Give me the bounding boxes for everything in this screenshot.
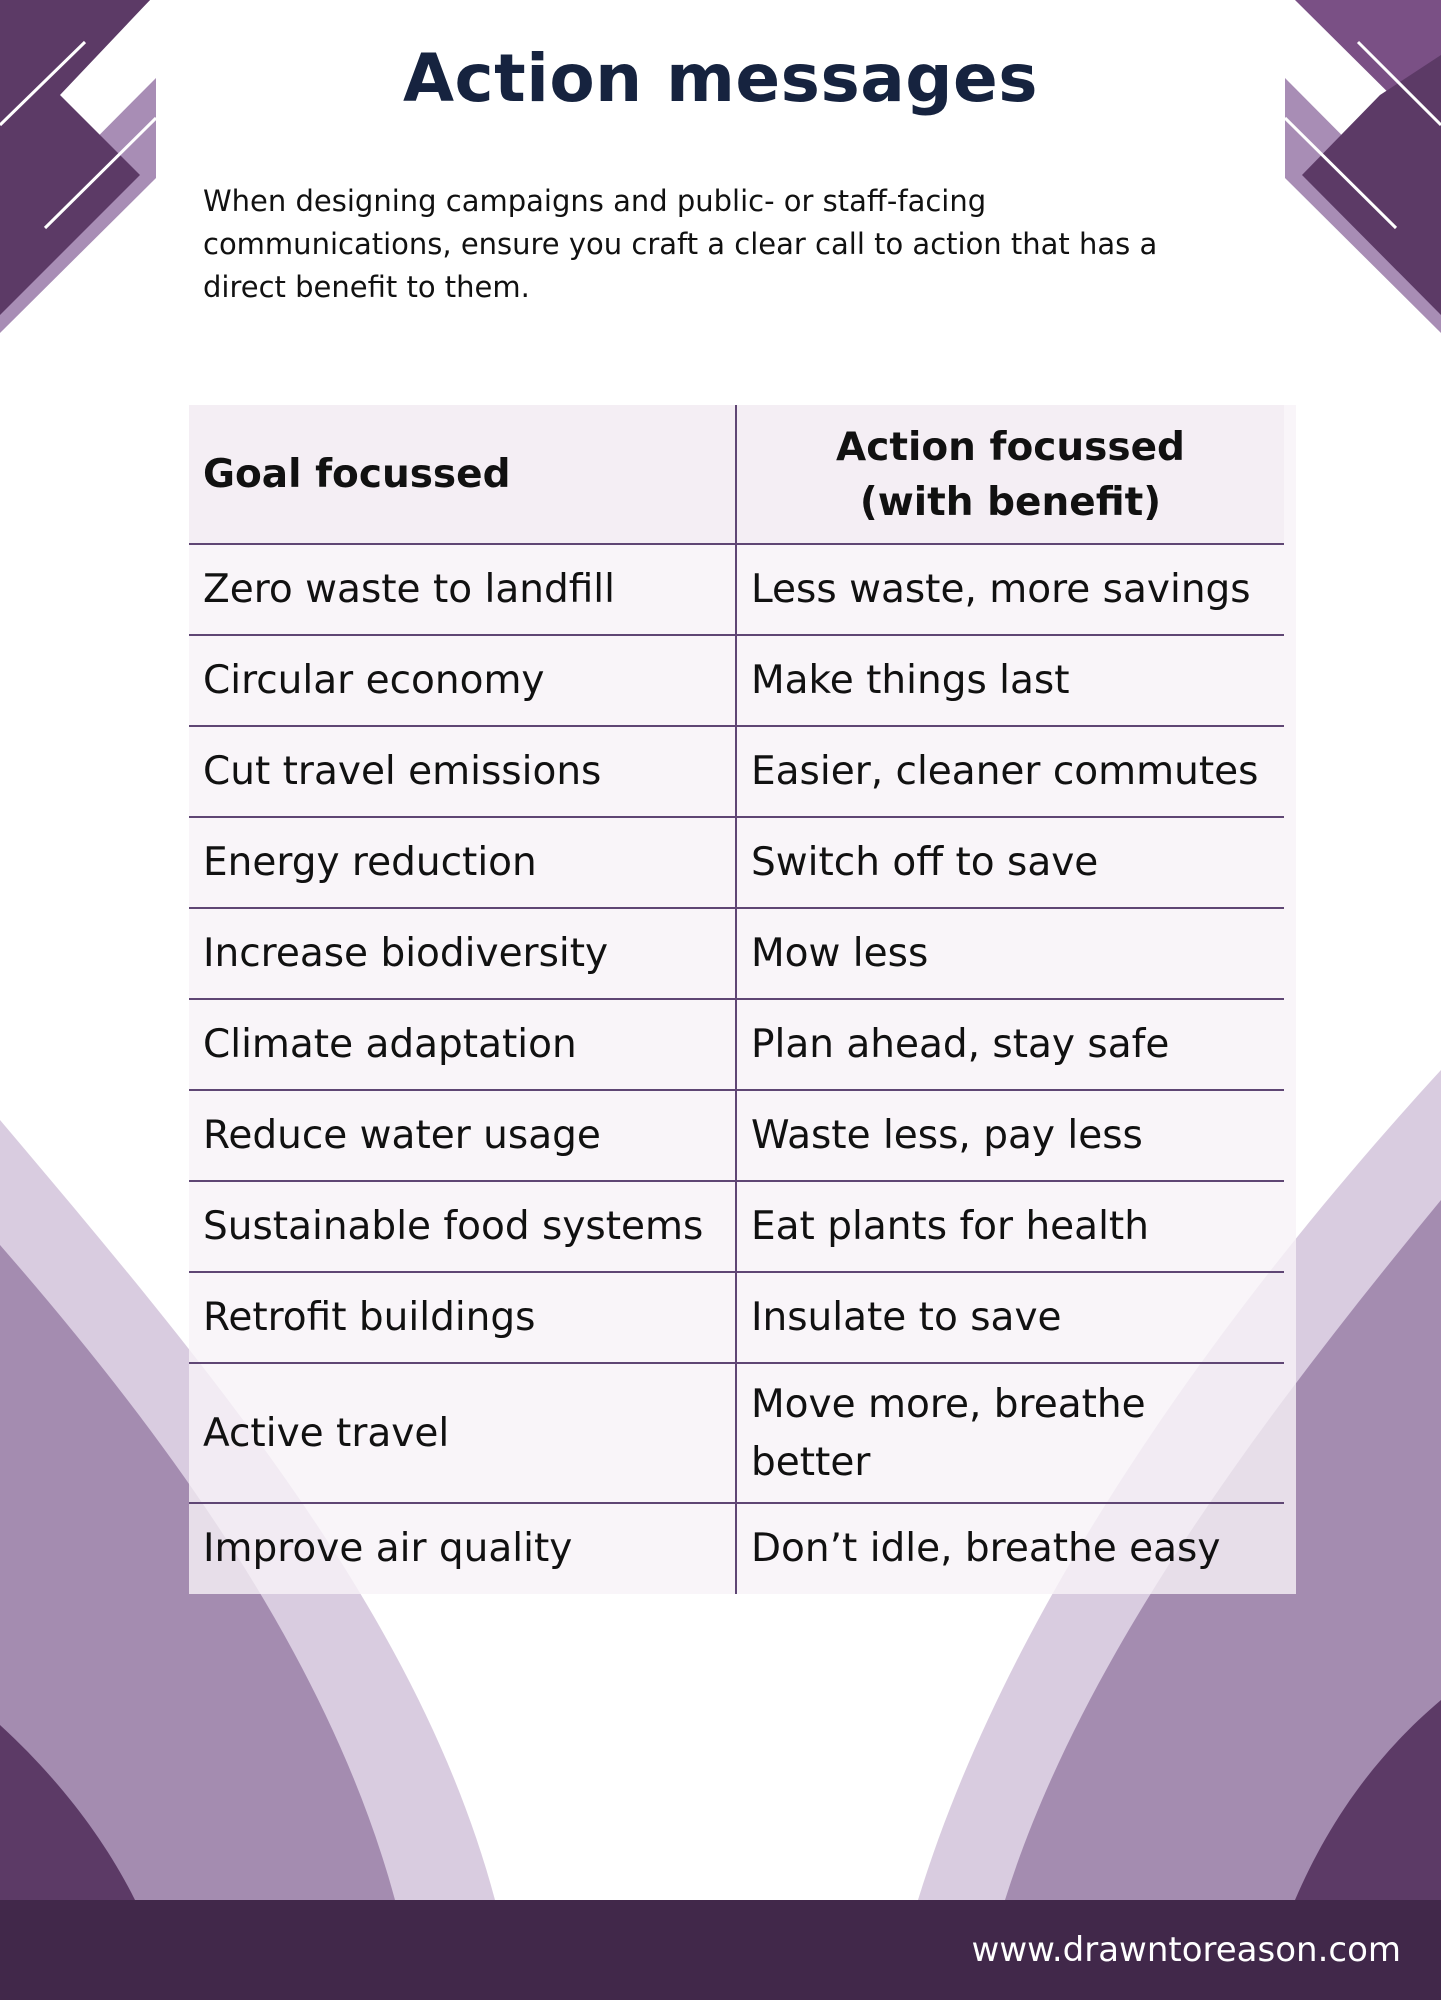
table-row	[189, 1362, 1284, 1503]
action-cell: Eat plants for health	[751, 1204, 1149, 1249]
action-cell: Switch off to save	[751, 840, 1099, 885]
action-cell: Make things last	[751, 658, 1070, 703]
page-title: Action messages	[402, 40, 1039, 117]
action-cell: Move more, breathe better	[751, 1381, 1146, 1485]
goal-cell: Zero waste to landfill	[203, 567, 615, 612]
goal-cell: Cut travel emissions	[203, 749, 602, 794]
action-cell: Plan ahead, stay safe	[751, 1022, 1170, 1067]
table-row	[189, 1089, 1284, 1181]
header-action-line1: Action focussed	[836, 424, 1185, 470]
action-cell: Less waste, more savings	[751, 567, 1251, 612]
goal-cell: Energy reduction	[203, 840, 537, 885]
goal-cell: Climate adaptation	[203, 1022, 577, 1067]
table-row	[189, 907, 1284, 999]
footer-website-link[interactable]: www.drawntoreason.com	[971, 1930, 1401, 1970]
header-goal: Goal focussed	[203, 452, 511, 497]
goal-cell: Sustainable food systems	[203, 1204, 704, 1249]
action-cell: Insulate to save	[751, 1295, 1062, 1340]
header-action-line2: (with benefit)	[859, 479, 1162, 525]
goal-cell: Circular economy	[203, 658, 545, 703]
table-row	[189, 543, 1284, 635]
goal-cell: Increase biodiversity	[203, 931, 609, 976]
table-row	[189, 816, 1284, 908]
table-row	[189, 1271, 1284, 1363]
table-row	[189, 725, 1284, 817]
intro-paragraph: When designing campaigns and public- or staff-facing communications, ensure you craft a clear call to action that has a direct benefit to them.	[203, 184, 1158, 304]
action-cell: Mow less	[751, 931, 929, 976]
header-action	[737, 405, 1284, 544]
action-cell: Waste less, pay less	[751, 1113, 1143, 1158]
footer-bar	[0, 1900, 1441, 2000]
goal-cell: Retrofit buildings	[203, 1295, 536, 1340]
table-row	[189, 1502, 1284, 1594]
goal-cell: Reduce water usage	[203, 1113, 601, 1158]
action-cell: Easier, cleaner commutes	[751, 749, 1259, 794]
table-row	[189, 998, 1284, 1090]
table-row	[189, 1180, 1284, 1272]
goal-cell: Active travel	[203, 1410, 450, 1456]
goal-cell: Improve air quality	[203, 1526, 573, 1571]
action-cell: Don’t idle, breathe easy	[751, 1526, 1221, 1571]
table-row	[189, 634, 1284, 726]
